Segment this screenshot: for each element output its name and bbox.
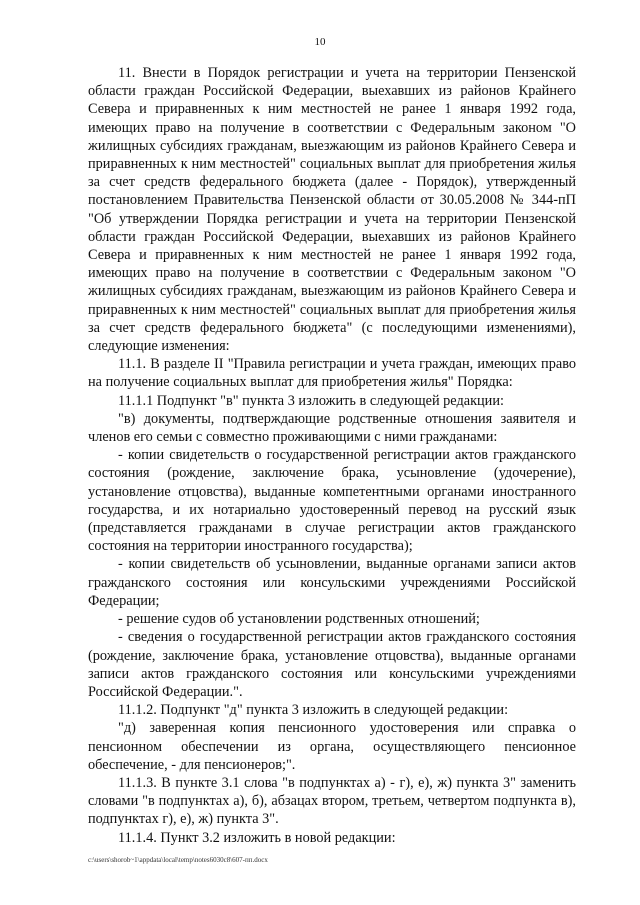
paragraph-item-11-1-2: 11.1.2. Подпункт "д" пункта 3 изложить в следующей редакции:	[118, 702, 509, 719]
paragraph-subitem-d: "д) заверенная копия пенсионного удостоверения или справка о пенсионном обеспечении из органа, осуществляющего пенсионное обеспечение, - для пенсионеров;".	[88, 720, 576, 773]
paragraph-bullet-adoption: - копии свидетельств об усыновлении, выданные органами записи актов гражданского состояния или консульскими учреждениями Российской Федерации;	[88, 556, 576, 609]
paragraph-subitem-v: "в) документы, подтверждающие родственные отношения заявителя и членов его семьи с совместно проживающими с ними гражданами:	[88, 410, 576, 446]
paragraph-item-11-1-1: 11.1.1 Подпункт "в" пункта 3 изложить в следующей редакции:	[118, 392, 504, 409]
paragraph-bullet-registration-info: - сведения о государственной регистрации актов гражданского состояния (рождение, заключение брака, установление отцовства), выданные органами записи актов гражданского состояния или консульскими учреждениями Российской Федерации.".	[88, 629, 576, 700]
paragraph-bullet-court: - решение судов об установлении родственных отношений;	[118, 611, 480, 628]
paragraph-item-11: 11. Внести в Порядок регистрации и учета на территории Пензенской области граждан Российской Федерации, выехавших из районов Крайнего Севера и приравненных к ним местностей не ранее 1 января 1992 года, имеющих право на получение в соответствии с Федеральным законом "О жилищных субсидиях гражданам, выезжающим из районов Крайнего Севера и приравненных к ним местностей" социальных выплат для приобретения жилья за счет средств федерального бюджета (далее - Порядок), утвержденный постановлением Правительства Пензенской области от 30.05.2008 № 344-пП "Об утверждении Порядка регистрации и учета на территории Пензенской области граждан Российской Федерации, выехавших из районов Крайнего Севера и приравненных к ним местностей не ранее 1 января 1992 года, имеющих право на получение в соответствии с Федеральным законом "О жилищных субсидиях гражданам, выезжающим из районов Крайнего Севера и приравненных к ним местностей" социальных выплат для приобретения жилья за счет средств федерального бюджета" (с последующими изменениями), следующие изменения:	[88, 65, 576, 355]
paragraph-item-11-1-4: 11.1.4. Пункт 3.2 изложить в новой редакции:	[118, 829, 396, 846]
paragraph-item-11-1-3: 11.1.3. В пункте 3.1 слова "в подпунктах а) - г), е), ж) пункта 3" заменить словами "в подпунктах а), б), абзацах втором, третьем, четвертом подпункта в), подпунктах г), е), ж) пункта 3".	[88, 774, 576, 828]
page-number: 10	[314, 36, 326, 48]
document-body	[88, 64, 576, 847]
paragraph-bullet-certificates: - копии свидетельств о государственной регистрации актов гражданского состояния (рождение, заключение брака, усыновление (удочерение), установление отцовства), выданные компетентными органами иностранного государства, и их нотариально удостоверенный перевод на русский язык (представляется гражданами в случае регистрации актов гражданского состояния на территории иностранного государства);	[88, 447, 576, 555]
footer-file-path: c:\users\shorob~1\appdata\local\temp\notes6030c8\607-пп.docx	[88, 856, 268, 864]
paragraph-item-11-1: 11.1. В разделе II "Правила регистрации и учета граждан, имеющих право на получение социальных выплат для приобретения жилья" Порядка:	[88, 356, 576, 391]
